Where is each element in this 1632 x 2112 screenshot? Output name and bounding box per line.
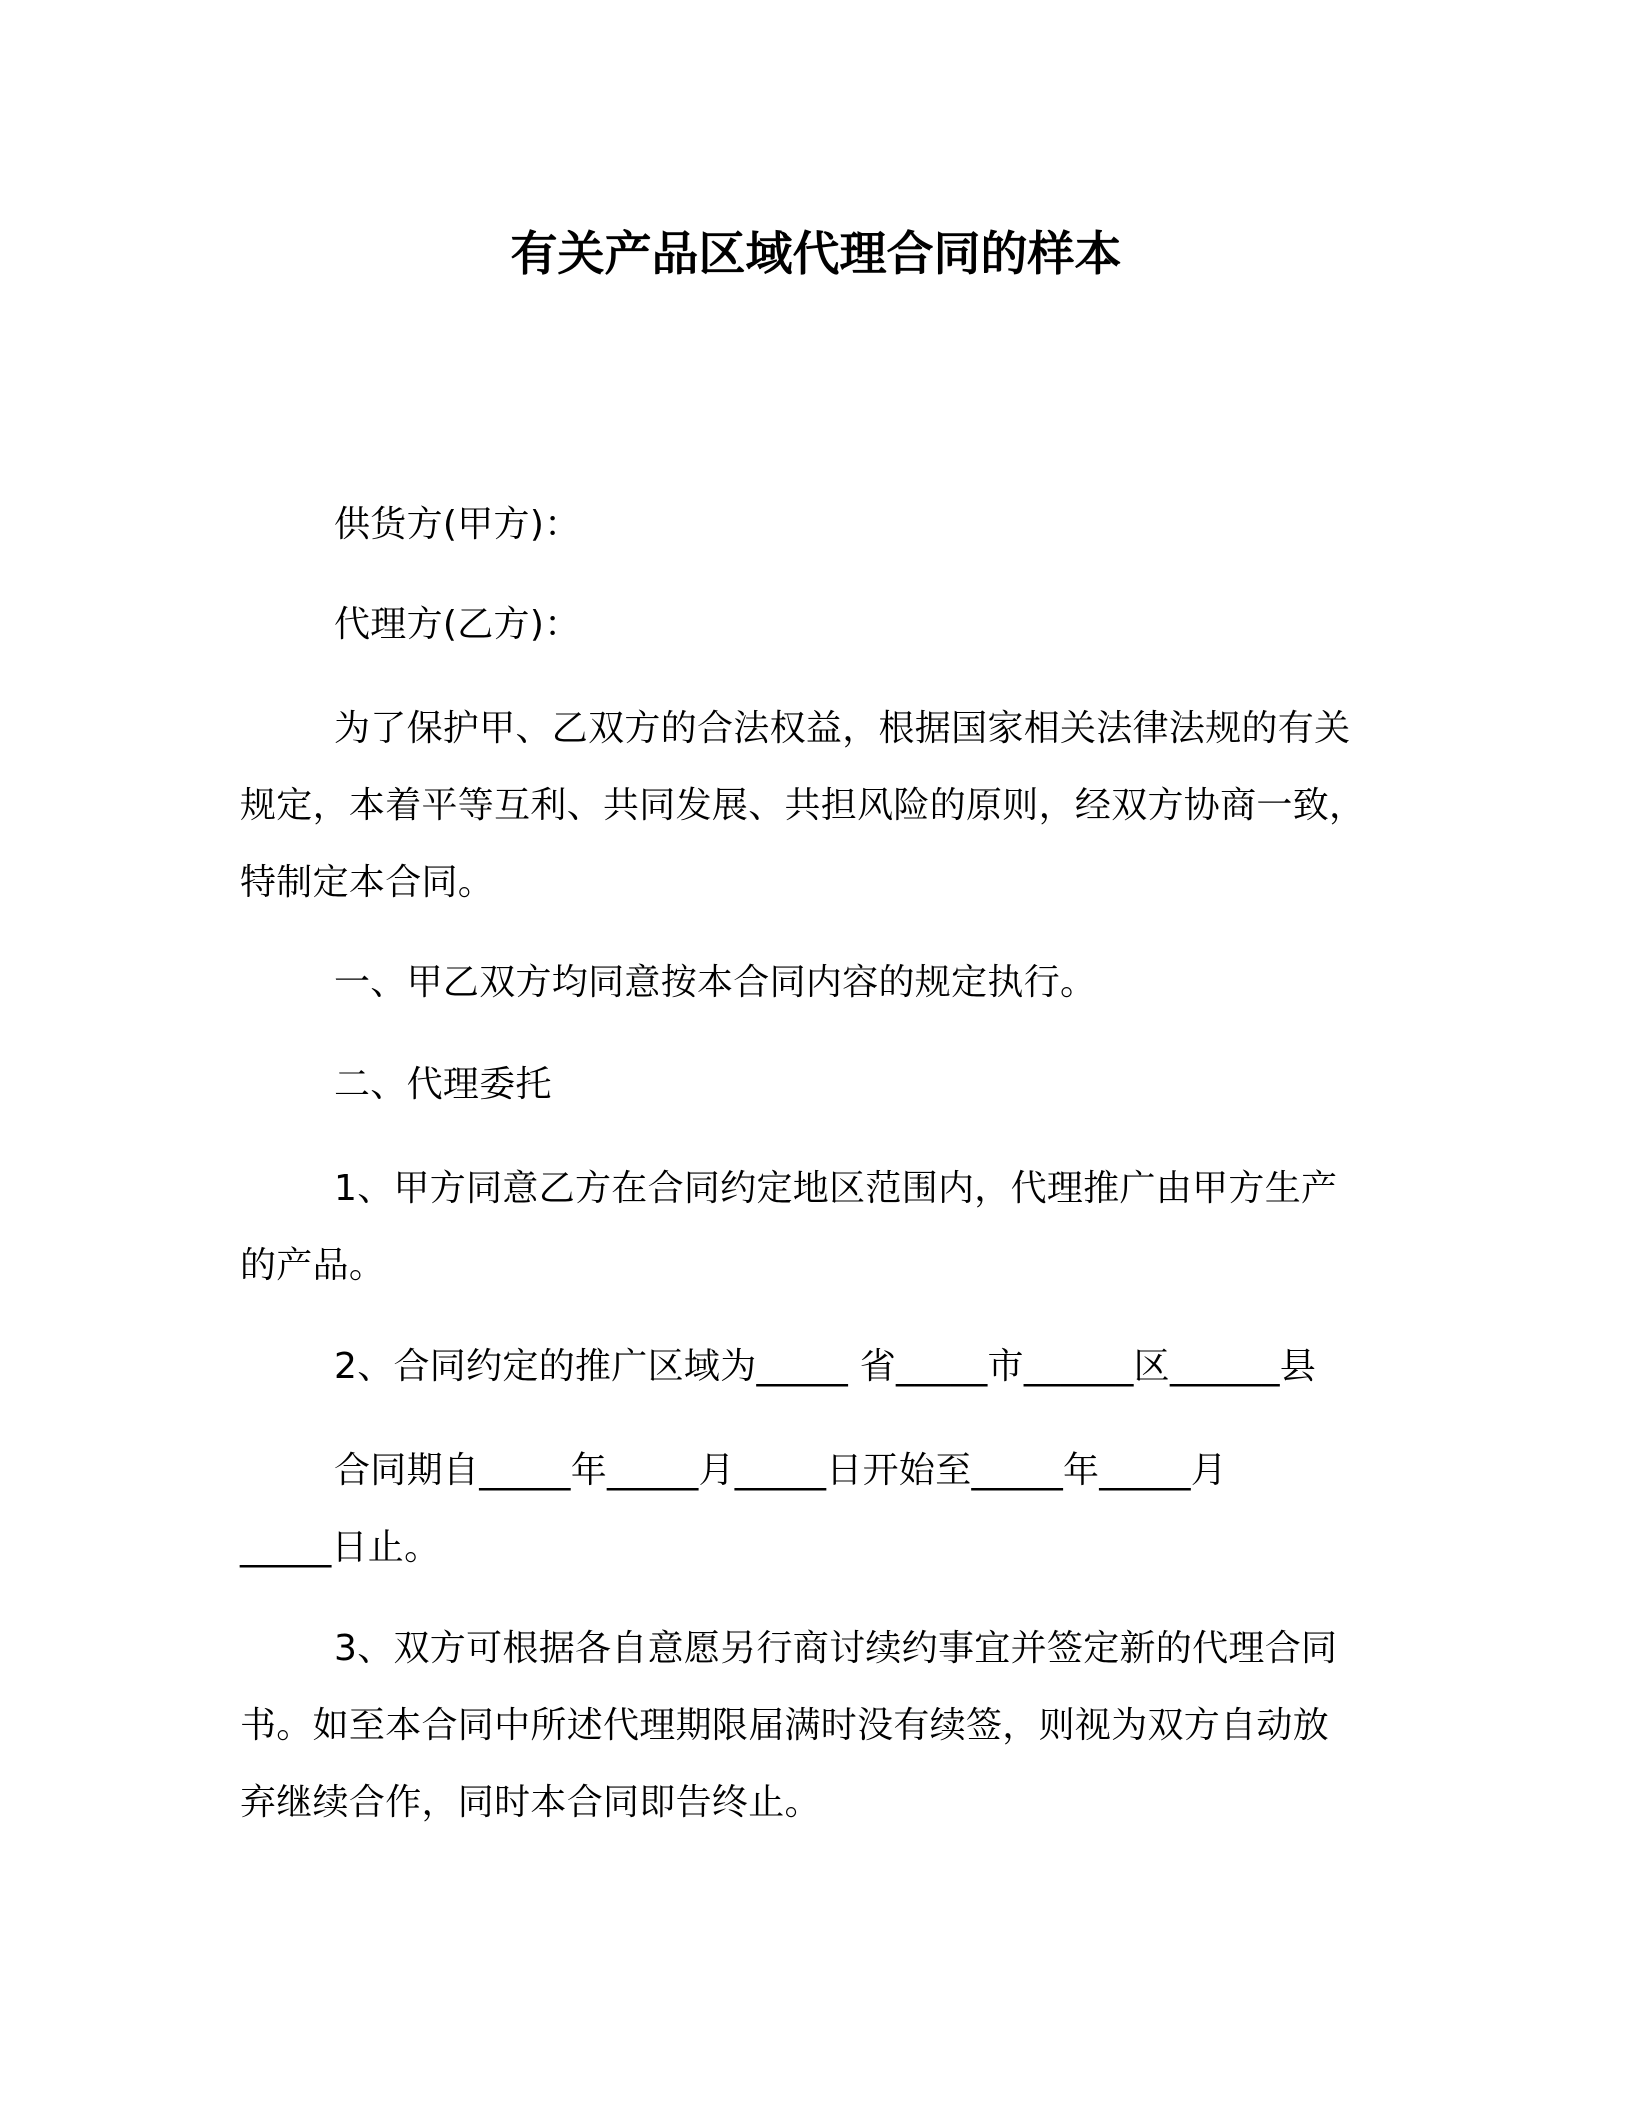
supplier-label: 供货方(甲方)：: [334, 504, 581, 545]
term-paragraph: [240, 1432, 1396, 1586]
clause-2-heading-text: 二、代理委托: [334, 1064, 552, 1105]
preamble-line: 为了保护甲、乙双方的合法权益，根据国家相关法律法规的有关: [334, 708, 1351, 749]
item-3: [240, 1610, 1396, 1841]
agent-label: 代理方(乙方)：: [334, 604, 581, 645]
item-2-text: 2、合同约定的推广区域为_____ 省_____市______区______县: [334, 1346, 1317, 1387]
agent-line: [240, 586, 1396, 663]
clause-2-heading: [240, 1046, 1396, 1123]
page-title: 有关产品区域代理合同的样本: [510, 227, 1122, 282]
term-line: _____日止。: [240, 1527, 441, 1568]
item-3-line: 弃继续合作，同时本合同即告终止。: [240, 1782, 821, 1823]
supplier-line: [240, 486, 1396, 563]
clause-1-text: 一、甲乙双方均同意按本合同内容的规定执行。: [334, 962, 1097, 1003]
item-2: [240, 1328, 1396, 1405]
item-1-line: 的产品。: [240, 1245, 386, 1286]
term-line: 合同期自_____年_____月_____日开始至_____年_____月: [334, 1450, 1228, 1491]
preamble-paragraph: [240, 690, 1396, 921]
item-3-line: 3、双方可根据各自意愿另行商讨续约事宜并签定新的代理合同: [334, 1628, 1338, 1669]
preamble-line: 特制定本合同。: [240, 862, 495, 903]
preamble-line: 规定，本着平等互利、共同发展、共担风险的原则，经双方协商一致，: [240, 785, 1366, 826]
item-1-line: 1、甲方同意乙方在合同约定地区范围内，代理推广由甲方生产: [334, 1168, 1338, 1209]
item-1: [240, 1150, 1396, 1304]
clause-1: [240, 944, 1396, 1021]
item-3-line: 书。如至本合同中所述代理期限届满时没有续签，则视为双方自动放: [240, 1705, 1330, 1746]
